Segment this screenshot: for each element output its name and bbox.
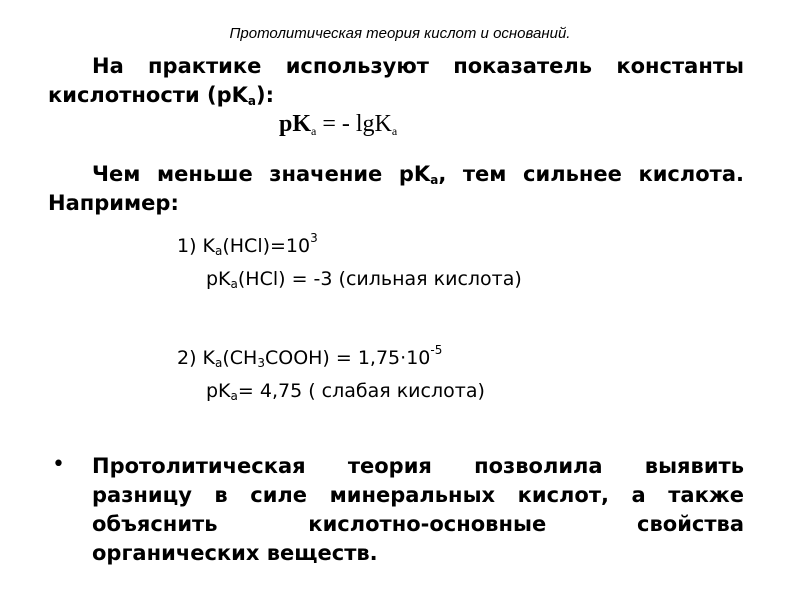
slide-title: Протолитическая теория кислот и оснований. (229, 25, 571, 42)
paragraph-2-line-2: Например: (48, 191, 179, 215)
bullet-line-2: разницу в силе минеральных кислот, а также (92, 483, 744, 507)
example-2-ka: 2) $K_a(CH_3COOH) = 1,75\cdot 10^{-5}$ (177, 343, 443, 370)
example-2-pka: $pK_a= 4,75$ ( слабая кислота) (206, 380, 485, 403)
paragraph-2-line-1: Чем меньше значение $pK_a$, тем сильнее кислота. (92, 162, 744, 187)
example-1-ka: 1) $K_a(HCl)=10^3$ (177, 231, 318, 258)
paragraph-1-line-1: На практике используют показатель константы (92, 54, 744, 78)
pka-formula: $pK_a$ = - lgK$_a$ (279, 111, 398, 138)
bullet-icon: • (52, 452, 65, 477)
paragraph-1-line-2: кислотности $(pK_a)$: (48, 83, 274, 108)
example-1-pka: $pK_a(HCl) = -3$ (сильная кислота) (206, 268, 522, 291)
bullet-line-1: Протолитическая теория позволила выявить (92, 454, 744, 478)
bullet-line-4: органических веществ. (92, 541, 378, 565)
bullet-line-3: объяснить кислотно-основные свойства (92, 512, 744, 536)
